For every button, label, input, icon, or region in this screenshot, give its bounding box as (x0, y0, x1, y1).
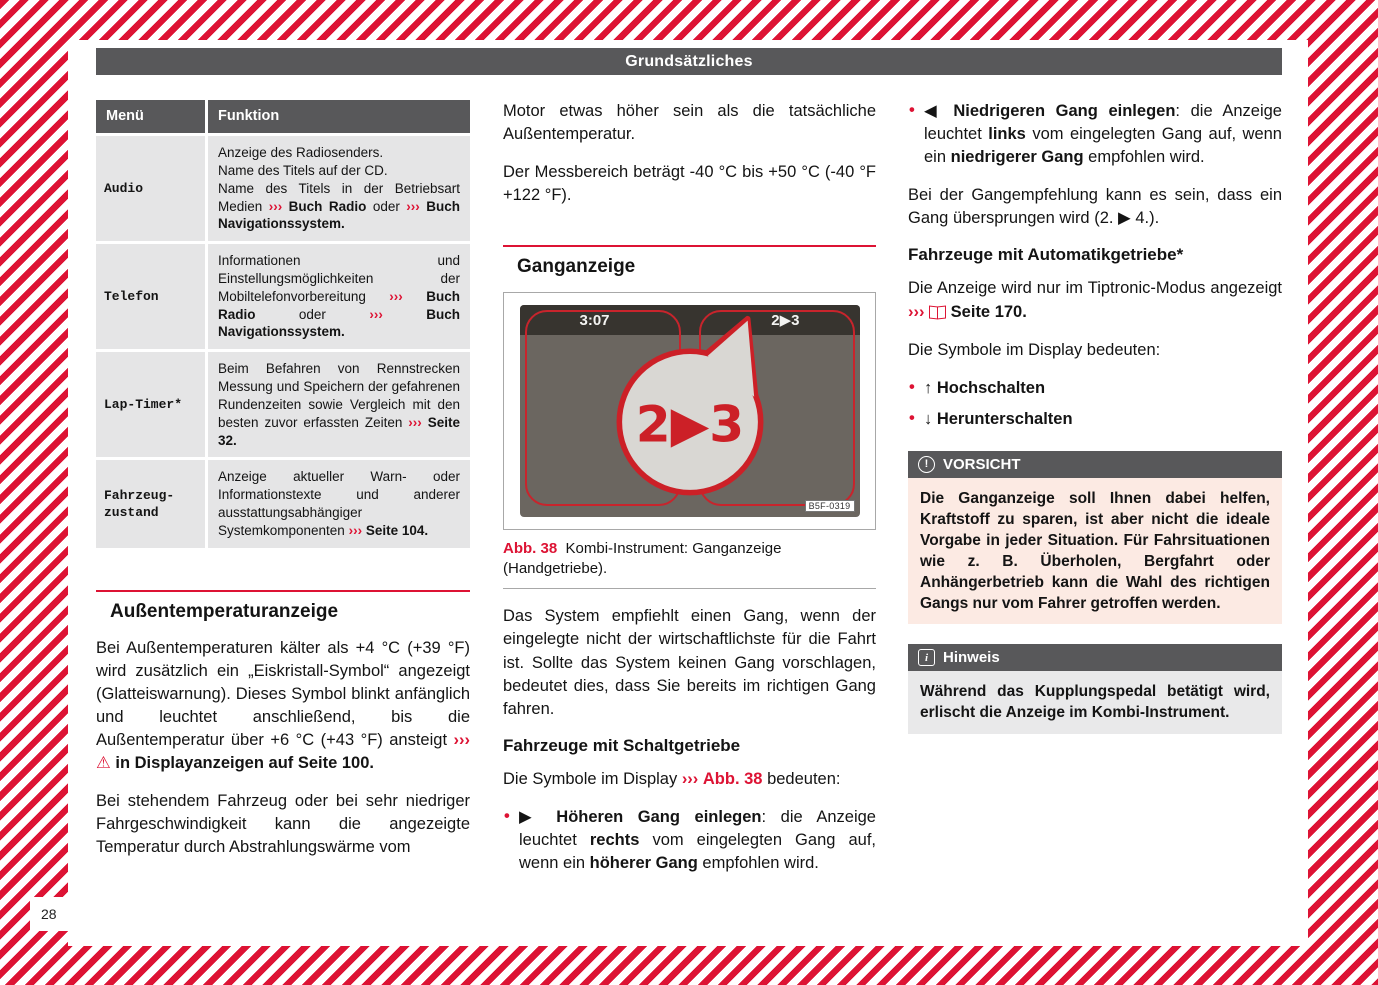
table-header-row (96, 100, 470, 133)
section-title: Außentemperaturanzeige (110, 600, 339, 622)
paragraph: Bei der Gangempfehlung kann es sein, dass ein Gang übersprungen wird (2. ▶ 4.). (908, 186, 1282, 228)
bullet-text: • ↓ Herunterschalten (908, 408, 1282, 431)
figure-caption: Abb. 38 Kombi-Instrument: Ganganzeige (Handgetriebe). (503, 540, 782, 577)
note-header (908, 644, 1282, 671)
gear-bubble-text: 2▶3 (635, 394, 744, 454)
manual-page (68, 40, 1308, 946)
column-left (96, 100, 470, 874)
caution-text: Die Ganganzeige soll Ihnen dabei helfen, Kraftstoff zu sparen, ist aber nicht die ideale Vorgabe in jeder Situation. Für Fahrsituationen wie z. B. Überholen, Bergfahrt oder Anhängerbetrieb kann die Wahl des richtigen Gangs nur vom Fahrer getroffen werden. (908, 478, 1282, 624)
subheading-schaltgetriebe: Fahrzeuge mit Schaltgetriebe (503, 735, 741, 755)
subheading-automatikgetriebe: Fahrzeuge mit Automatikgetriebe* (908, 245, 1184, 265)
column-right (908, 100, 1282, 734)
page-title: Grundsätzliches (625, 52, 753, 70)
figure-code-label: B5F-0319 (805, 500, 855, 512)
page-number (30, 897, 122, 931)
paragraph: Bei stehendem Fahrzeug oder bei sehr niedriger Fahrgeschwindigkeit kann die angezeigte Temperatur durch Abstrahlungswärme vom (96, 792, 470, 857)
caution-box (908, 451, 1282, 624)
bullet-text: • ▶ Höheren Gang einlegen: die Anzeige leuchtet rechts vom eingelegten Gang auf, wenn ein höherer Gang empfohlen wird. (503, 806, 876, 875)
paragraph: Die Symbole im Display bedeuten: (908, 340, 1161, 359)
column-header-menu: Menü (96, 100, 205, 133)
page-header (96, 48, 1282, 75)
paragraph: Die Symbole im Display ››› Abb. 38 bedeuten: (503, 769, 841, 788)
table-row-telefon (96, 244, 470, 349)
caution-header (908, 451, 1282, 478)
column-header-funktion: Funktion (208, 100, 470, 133)
table-row-audio (96, 136, 470, 241)
warning-circle-icon: ! (918, 456, 935, 473)
gear-recommendation-bubble (597, 315, 783, 501)
table-row-lap-timer (96, 352, 470, 457)
funktion-cell: Anzeige des Radiosenders. Name des Titels auf der CD. Name des Titels in der Betriebsart Medien ››› Buch Radio oder ››› Buch Navigationssystem. (208, 136, 470, 241)
menu-cell: Fahrzeug-zustand (96, 460, 205, 547)
paragraph: Bei Außentemperaturen kälter als +4 °C (+39 °F) wird zusätzlich ein „Eiskristall-Symbol“ angezeigt (Glatteiswarnung). Dieses Symbol blinkt anfänglich und leuchtet anschließend, bis die Außentemperatur über +6 °C (+43 °F) ansteigt ››› ⚠ in Displayanzeigen auf Seite 100. (96, 638, 470, 773)
bullet-list-item (503, 806, 876, 875)
section-heading-aussentemperaturanzeige (96, 590, 470, 623)
paragraph: Das System empfiehlt einen Gang, wenn der eingelegte nicht der wirtschaftlichste für die Fahrt ist. Sollte das System keinen Gang vorschlagen, bedeutet dies, dass Sie bereits im richtigen Gang fahren. (503, 607, 876, 718)
note-text: Während das Kupplungspedal betätigt wird, erlischt die Anzeige im Kombi-Instrument. (908, 671, 1282, 733)
display-clock: 3:07 (579, 311, 610, 329)
display-gear-indicator: 2▶3 (771, 312, 800, 330)
section-heading-ganganzeige (503, 245, 876, 278)
figure-frame (503, 292, 876, 530)
bullet-text: • ↑ Hochschalten (908, 377, 1282, 400)
instrument-cluster-display (520, 305, 860, 517)
page-number-text: 28 (41, 906, 57, 922)
funktion-cell: Beim Befahren von Rennstrecken Messung und Speichern der gefahrenen Rundenzeiten sowie Vergleich mit den besten zuvor erfassten Zeiten ››› Seite 32. (208, 352, 470, 457)
bullet-list-item (908, 408, 1282, 431)
menu-cell: Audio (96, 136, 205, 241)
note-box (908, 644, 1282, 733)
paragraph: Die Anzeige wird nur im Tiptronic-Modus angezeigt ››› Seite 170. (908, 279, 1282, 321)
funktion-cell: Anzeige aktueller Warn- oder Informationstexte und anderer ausstattungsabhängiger Systemkomponenten ››› Seite 104. (208, 460, 470, 547)
book-icon (929, 306, 946, 318)
bullet-list-item (908, 377, 1282, 400)
section-title: Ganganzeige (517, 256, 636, 278)
info-icon: i (918, 649, 935, 666)
bullet-list-item (908, 100, 1282, 169)
table-row-fahrzeugzustand (96, 460, 470, 547)
menu-cell: Telefon (96, 244, 205, 349)
menu-cell: Lap-Timer* (96, 352, 205, 457)
menu-function-table (96, 100, 470, 548)
column-middle (503, 100, 876, 890)
caution-title: VORSICHT (943, 455, 1021, 473)
paragraph: Motor etwas höher sein als die tatsächliche Außentemperatur. (503, 102, 876, 144)
figure-abb-38 (503, 292, 876, 589)
paragraph: Der Messbereich beträgt -40 °C bis +50 °C (-40 °F +122 °F). (503, 163, 876, 205)
funktion-cell: Informationen und Einstellungsmöglichkeiten der Mobiltelefonvorbereitung ››› Buch Radio oder ››› Buch Navigationssystem. (208, 244, 470, 349)
bullet-text: • ◀ Niedrigeren Gang einlegen: die Anzeige leuchtet links vom eingelegten Gang auf, wenn ein niedrigerer Gang empfohlen wird. (908, 100, 1282, 169)
note-title: Hinweis (943, 649, 1000, 667)
